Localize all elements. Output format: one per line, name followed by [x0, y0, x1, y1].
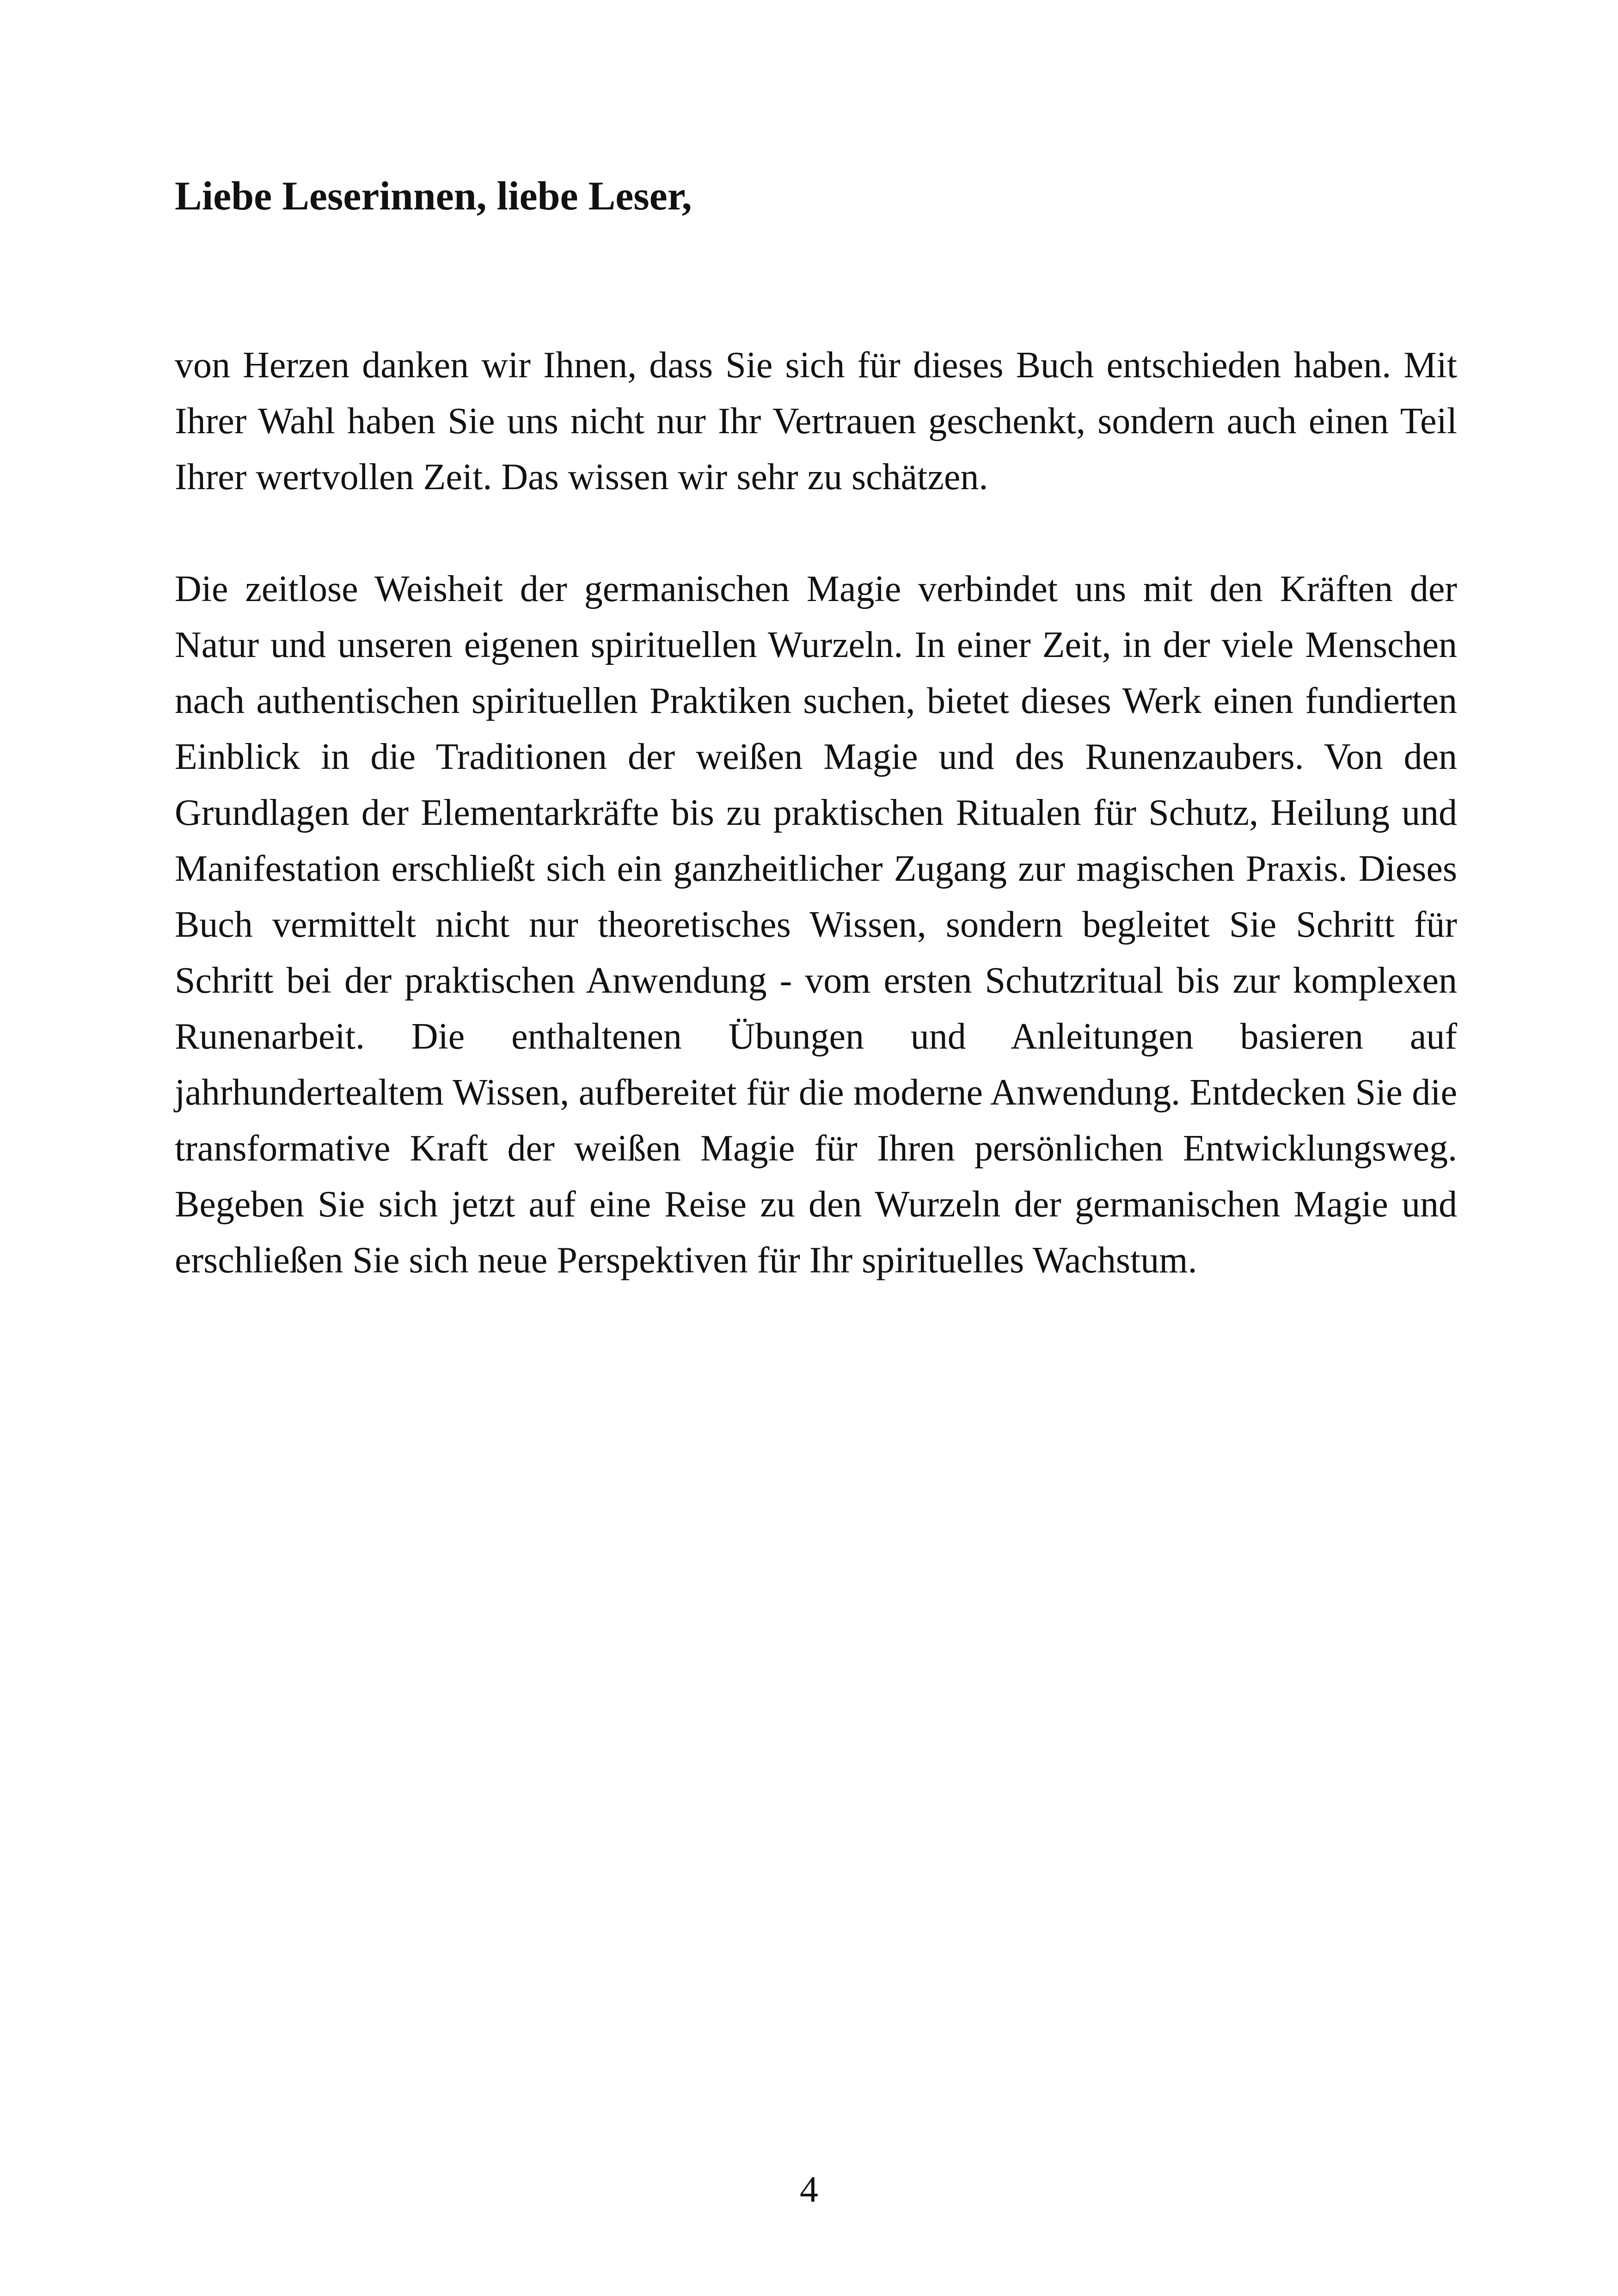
body-text — [175, 338, 1457, 1289]
paragraph-thanks: von Herzen danken wir Ihnen, dass Sie sich für dieses Buch entschieden haben. Mit Ihrer Wahl haben Sie uns nicht nur Ihr Vertrauen geschenkt, sondern auch einen Teil Ihrer wertvollen Zeit. Das wissen wir sehr zu schätzen. — [175, 345, 1457, 497]
paragraph-introduction: Die zeitlose Weisheit der germanischen Magie verbindet uns mit den Kräften der Natur und unseren eigenen spirituellen Wurzeln. In einer Zeit, in der viele Menschen nach authentischen spirituellen Praktiken suchen, bietet dieses Werk einen fundierten Einblick in die Traditionen der weißen Magie und des Runenzaubers. Von den Grundlagen der Elementarkräfte bis zu praktischen Ritualen für Schutz, Heilung und Manifestation erschließt sich ein ganzheitlicher Zugang zur magischen Praxis. Dieses Buch vermittelt nicht nur theoretisches Wissen, sondern begleitet Sie Schritt für Schritt bei der praktischen Anwendung - vom ersten Schutzritual bis zur komplexen Runenarbeit. Die enthaltenen Übungen und Anleitungen basieren auf jahrhundertealtem Wissen, aufbereitet für die moderne Anwendung. Entdecken Sie die transformative Kraft der weißen Magie für Ihren persönlichen Entwicklungsweg. Begeben Sie sich jetzt auf eine Reise zu den Wurzeln der germanischen Magie und erschließen Sie sich neue Perspektiven für Ihr spirituelles Wachstum. — [175, 569, 1457, 1281]
salutation-heading: Liebe Leserinnen, liebe Leser, — [175, 174, 692, 219]
page-number: 4 — [800, 2169, 818, 2210]
